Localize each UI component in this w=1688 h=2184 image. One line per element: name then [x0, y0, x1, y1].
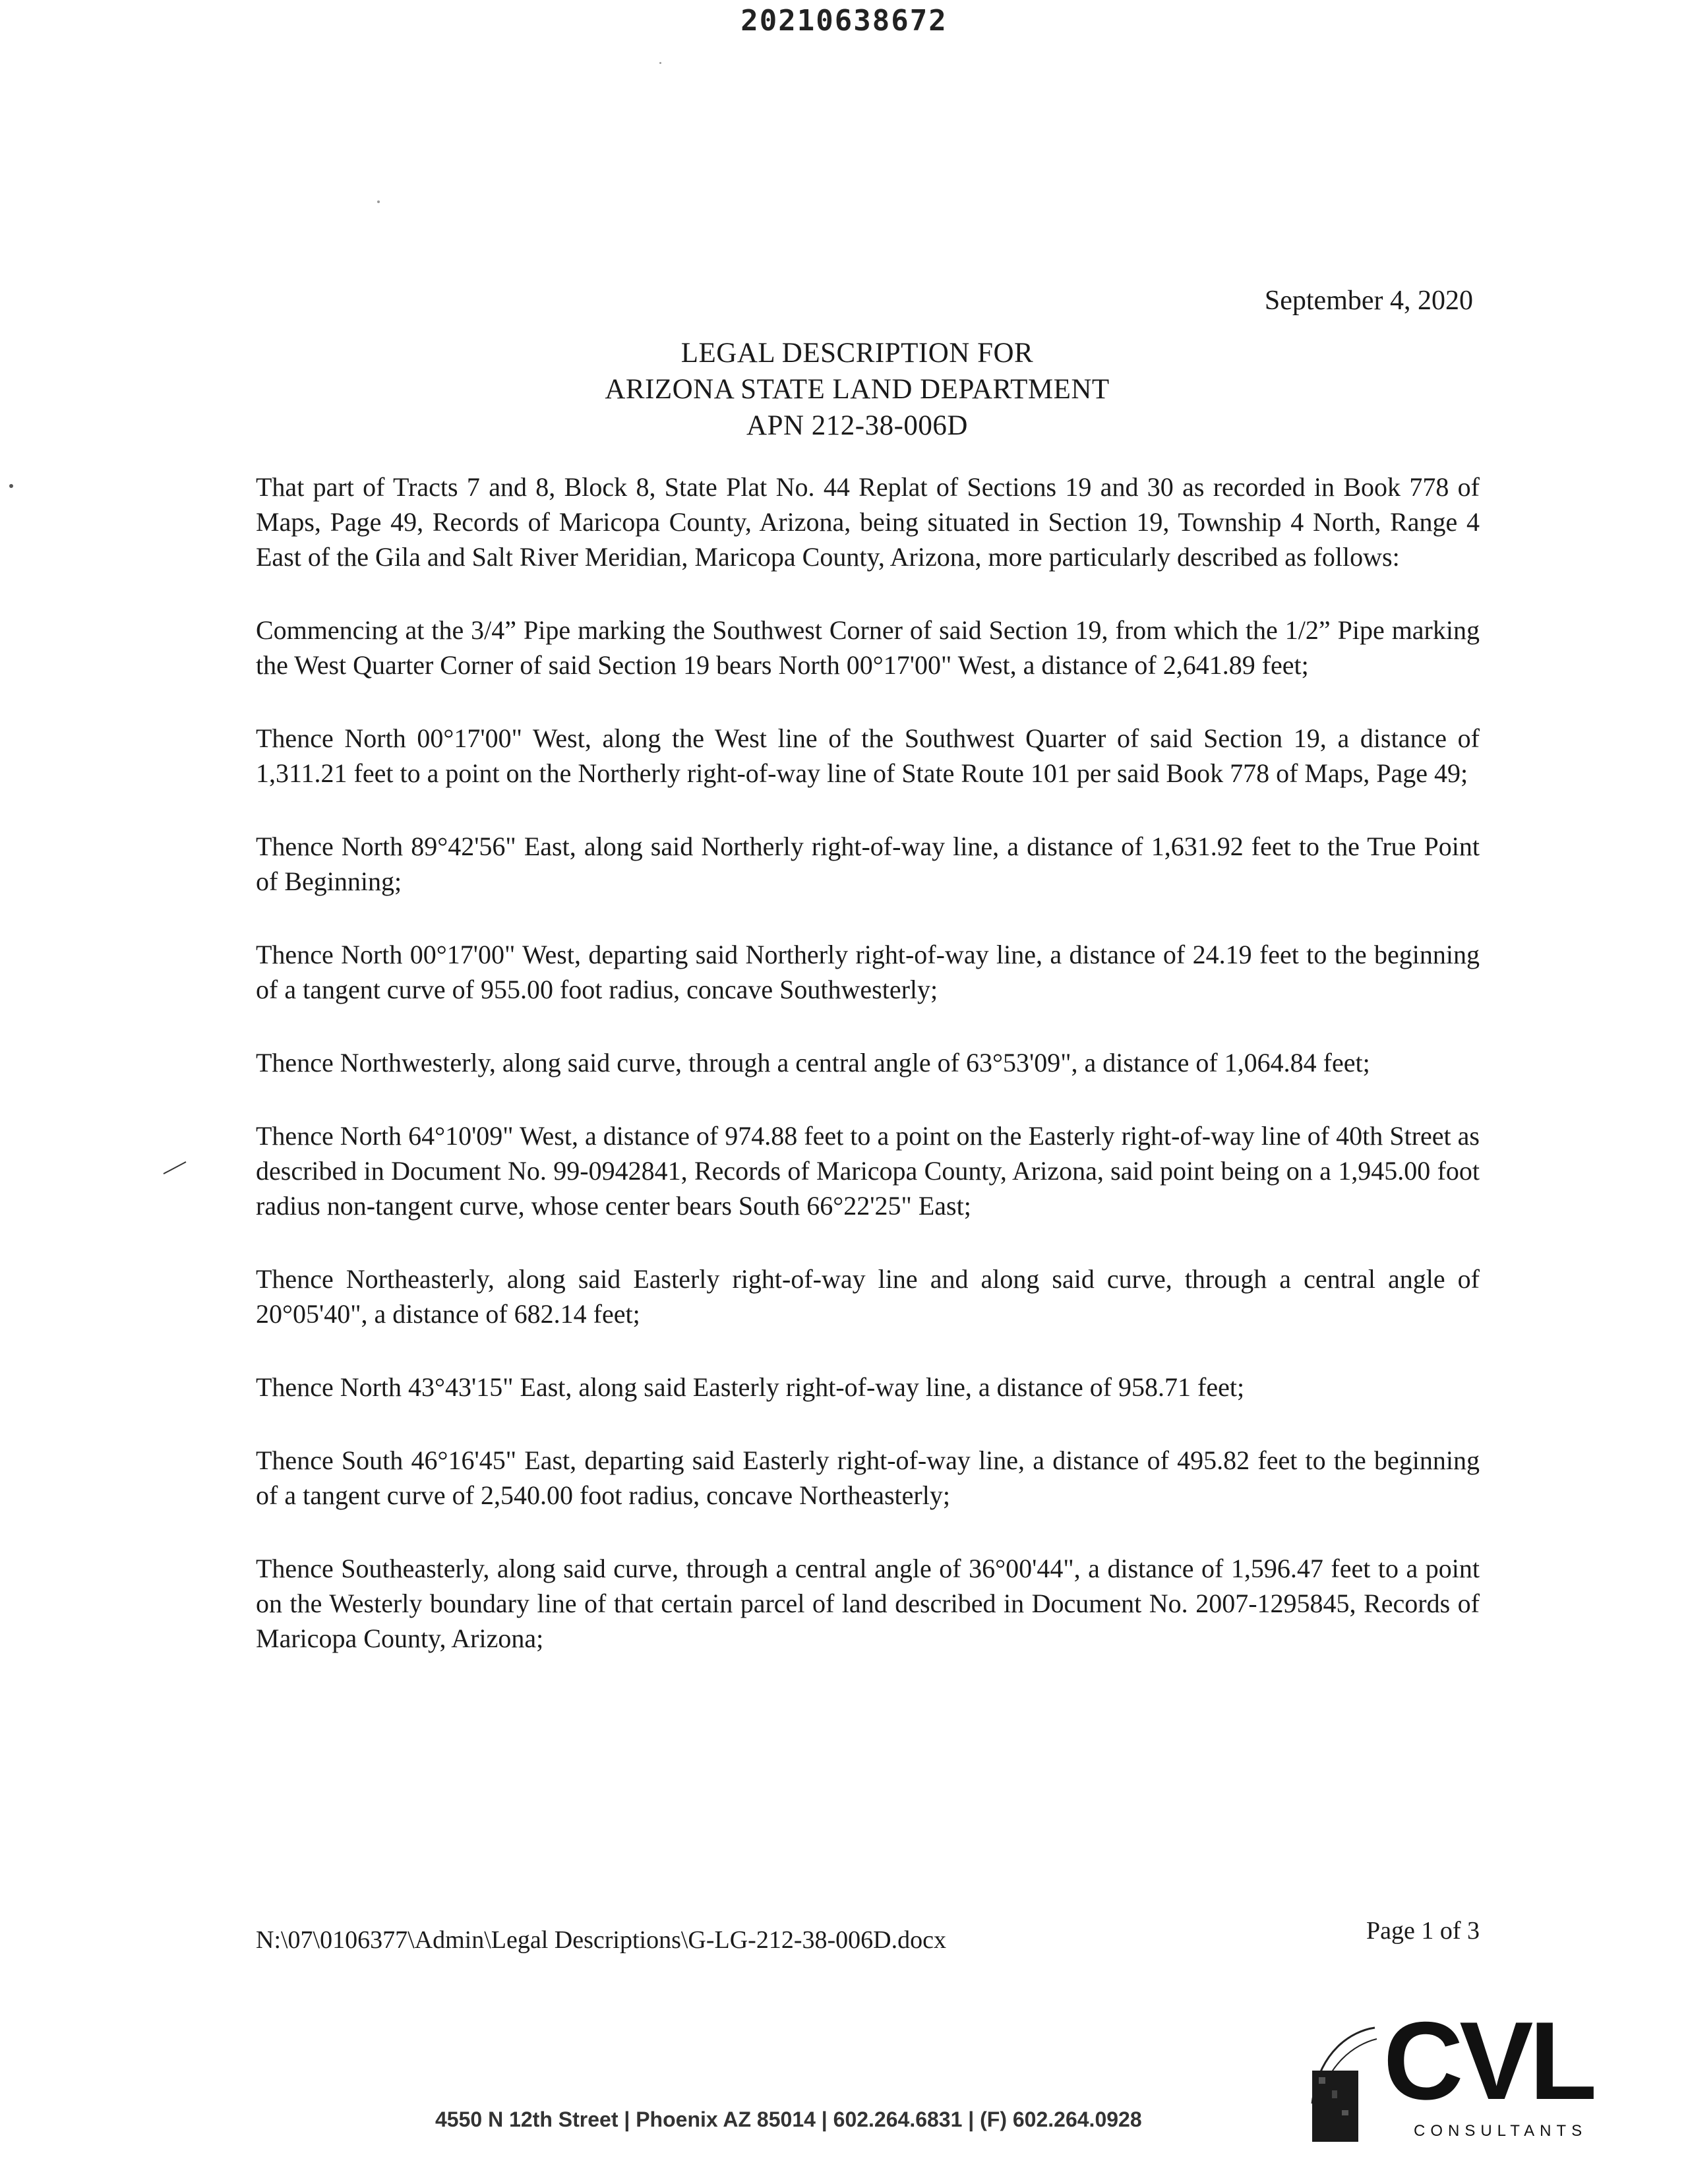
company-address: 4550 N 12th Street | Phoenix AZ 85014 | 602.264.6831 | (F) 602.264.0928 — [435, 2108, 1142, 2131]
document-title — [0, 335, 1688, 444]
scan-speck — [377, 200, 380, 203]
paragraph-course: Thence South 46°16'45" East, departing said Easterly right-of-way line, a distance of 495.82 feet to the beginning of a tangent curve of 2,540.00 foot radius, concave Northeasterly; — [256, 1445, 1480, 1510]
logo-subtitle: CONSULTANTS — [1414, 2122, 1588, 2140]
scan-speck — [9, 484, 13, 488]
file-path: N:\07\0106377\Admin\Legal Descriptions\G-LG-212-38-006D.docx — [256, 1926, 946, 1954]
paragraph-course: Thence Southeasterly, along said curve, through a central angle of 36°00'44", a distance of 1,596.47 feet to a point on the Westerly boundary line of that certain parcel of land described in Document No. 2007-1295845, Records of Maricopa County, Arizona; — [256, 1554, 1480, 1653]
document-date: September 4, 2020 — [1264, 286, 1473, 316]
title-line-2: ARIZONA STATE LAND DEPARTMENT — [605, 374, 1110, 405]
scan-speck — [659, 62, 661, 64]
logo-letters: CVL — [1383, 1999, 1593, 2123]
paragraph-course: Thence Northeasterly, along said Easterly right-of-way line and along said curve, through a central angle of 20°05'40", a distance of 682.14 feet; — [256, 1264, 1480, 1329]
page-number: Page 1 of 3 — [1366, 1917, 1480, 1945]
paragraph-intro: That part of Tracts 7 and 8, Block 8, State Plat No. 44 Replat of Sections 19 and 30 as recorded in Book 778 of Maps, Page 49, Records of Maricopa County, Arizona, being situated in Section 19, Township 4 North, Range 4 East of the Gila and Salt River Meridian, Maricopa County, Arizona, more particularly described as follows: — [256, 472, 1480, 572]
paragraph-course: Thence North 43°43'15" East, along said Easterly right-of-way line, a distance of 958.71 feet; — [256, 1372, 1245, 1402]
recording-number: 20210638672 — [740, 4, 948, 38]
paragraph-course: Thence Northwesterly, along said curve, through a central angle of 63°53'09", a distance of 1,064.84 feet; — [256, 1048, 1370, 1077]
paragraph-course: Thence North 89°42'56" East, along said Northerly right-of-way line, a distance of 1,631.92 feet to the True Point of Beginning; — [256, 832, 1480, 896]
title-line-1: LEGAL DESCRIPTION FOR — [680, 338, 1034, 369]
paragraph-course: Thence North 00°17'00" West, along the West line of the Southwest Quarter of said Section 19, a distance of 1,311.21 feet to a point on the Northerly right-of-way line of State Route 101 per said Book 778 of Maps, Page 49; — [256, 723, 1480, 788]
legal-description-body — [256, 470, 1480, 1694]
logo-mark-icon — [1306, 2024, 1378, 2143]
paragraph-course: Thence North 00°17'00" West, departing said Northerly right-of-way line, a distance of 24.19 feet to the beginning of a tangent curve of 955.00 foot radius, concave Southwesterly; — [256, 940, 1480, 1004]
paragraph-course: Thence North 64°10'09" West, a distance of 974.88 feet to a point on the Easterly right-of-way line of 40th Street as described in Document No. 99-0942841, Records of Maricopa County, Arizona, said point being on a 1,945.00 foot radius non-tangent curve, whose center bears South 66°22'25" East; — [256, 1121, 1480, 1221]
cvl-logo — [1306, 1991, 1602, 2150]
paragraph-commencing: Commencing at the 3/4” Pipe marking the Southwest Corner of said Section 19, from which the 1/2” Pipe marking the West Quarter Corner of said Section 19 bears North 00°17'00" West, a distance of 2,641.89 feet; — [256, 615, 1480, 680]
scan-mark — [162, 1159, 189, 1175]
title-line-3: APN 212-38-006D — [746, 410, 968, 441]
